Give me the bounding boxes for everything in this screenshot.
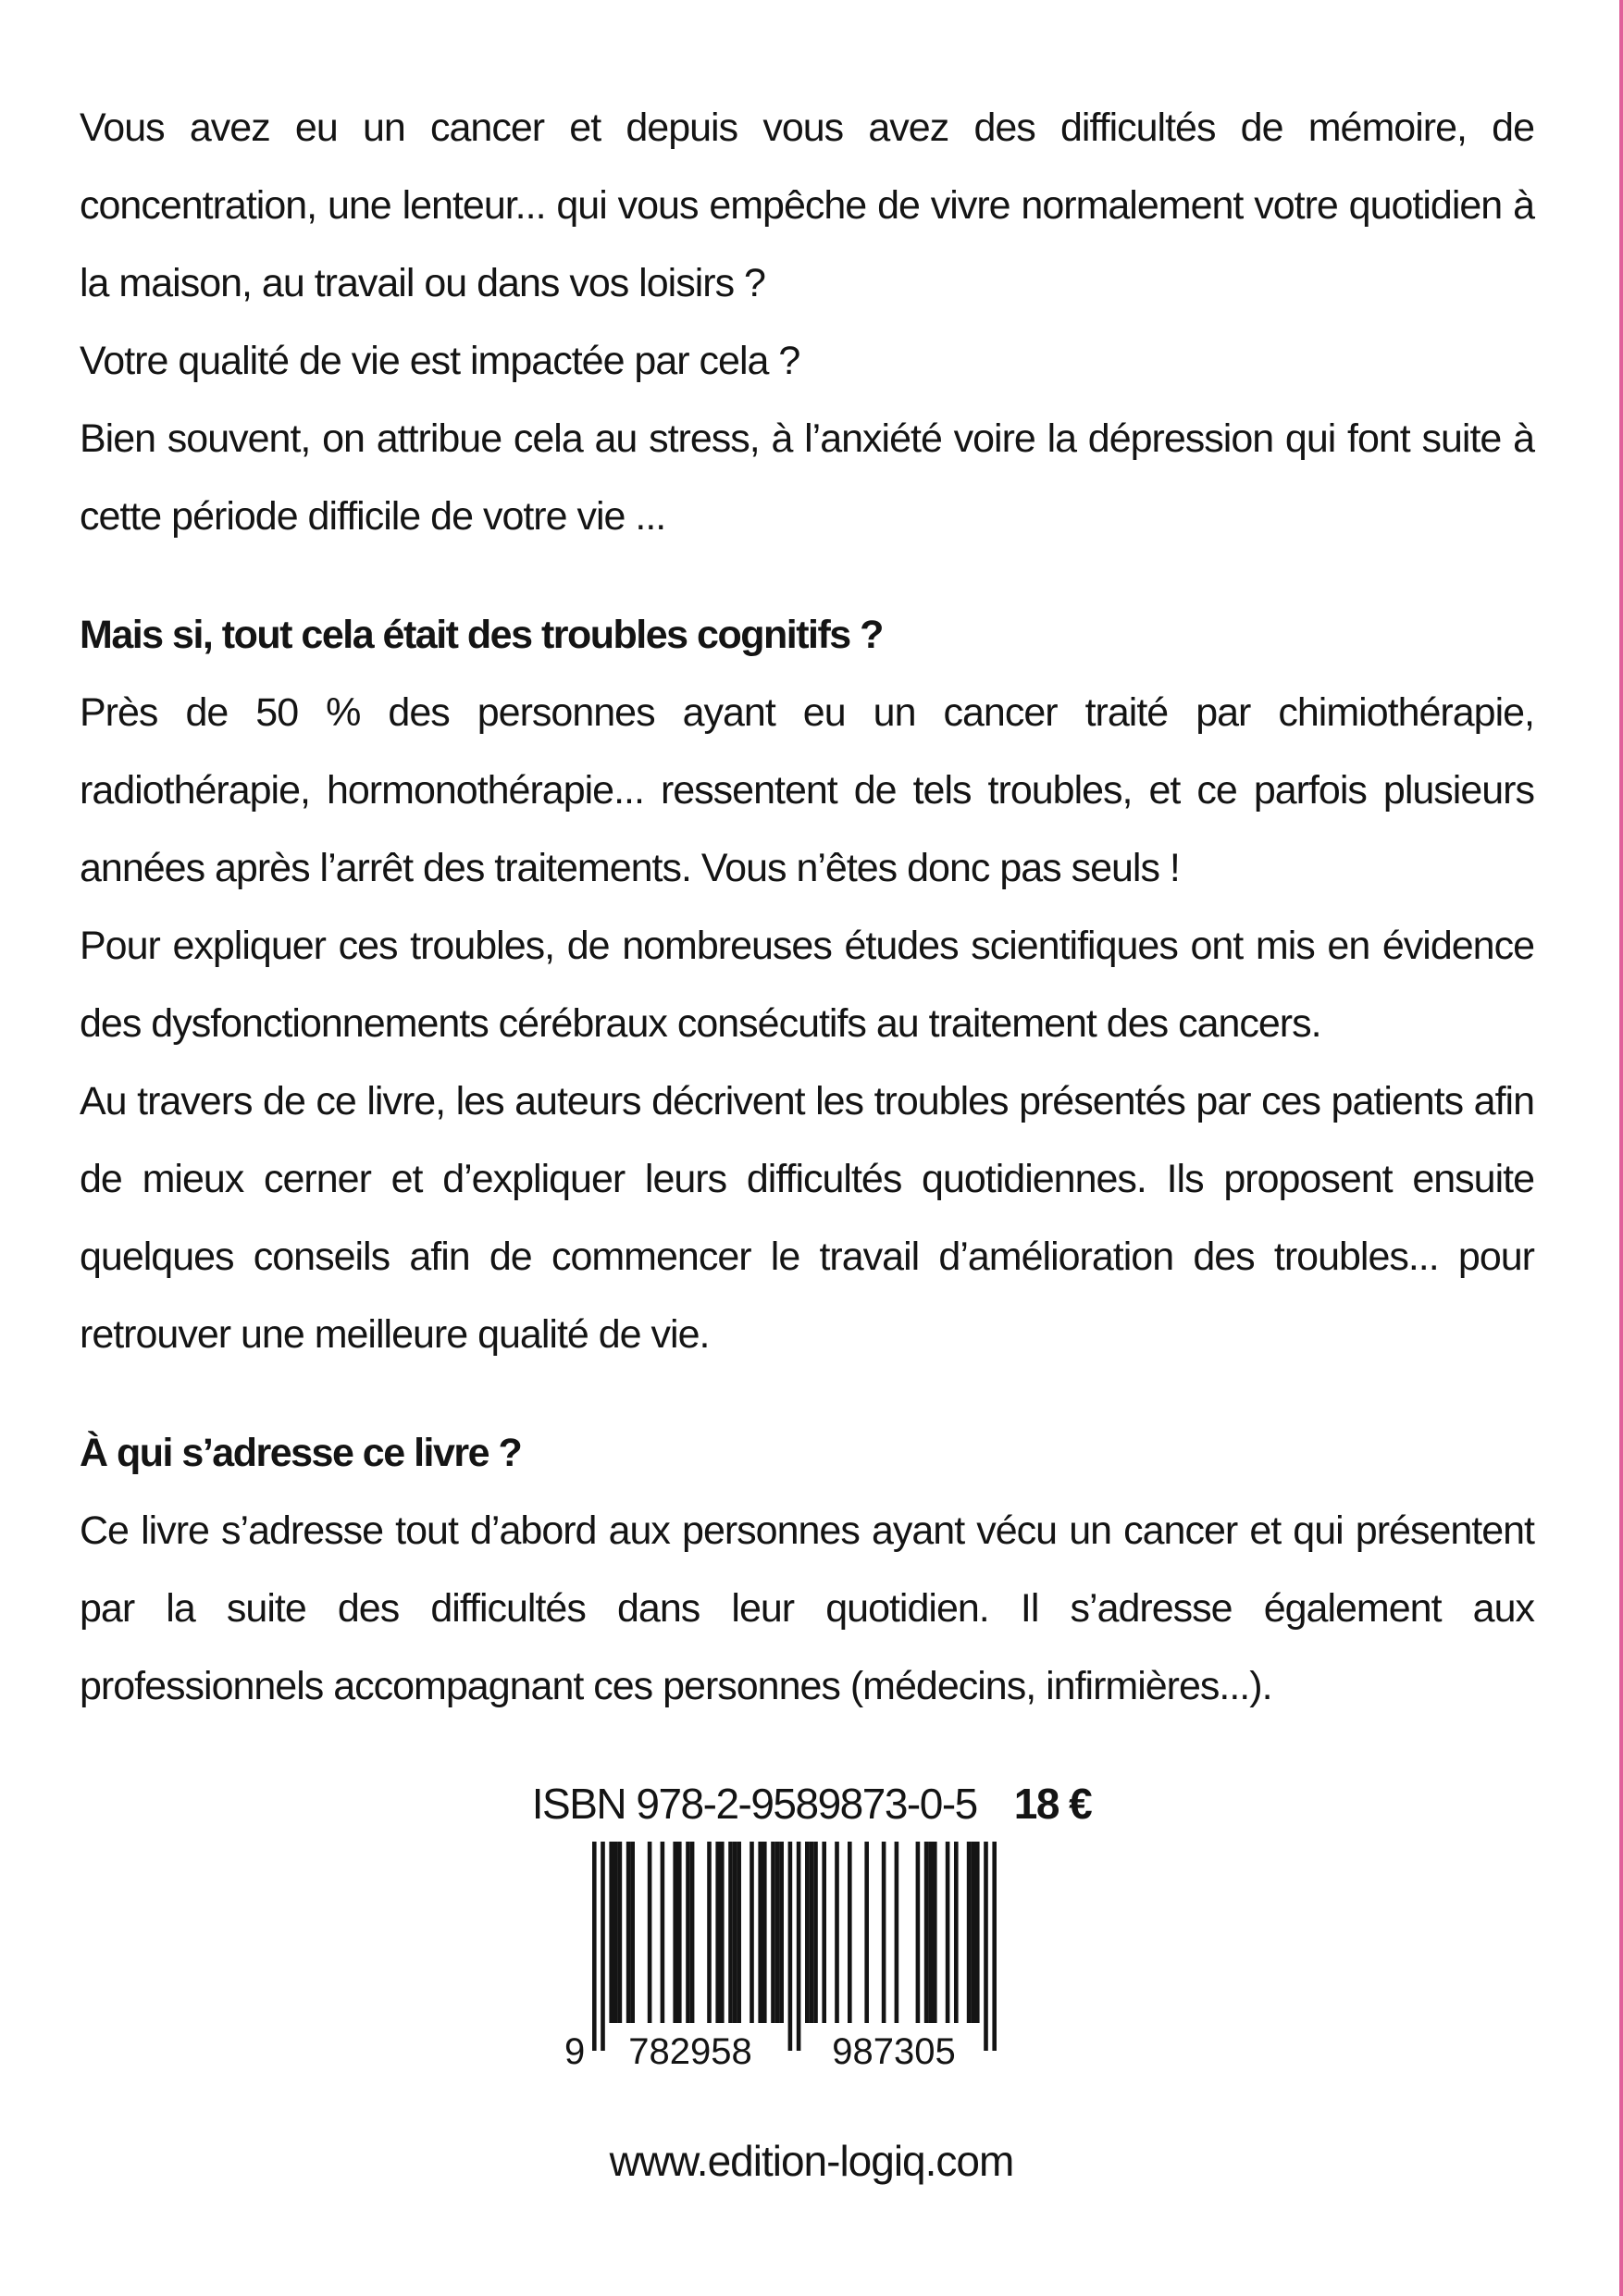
barcode-first-digit: 9 (564, 2031, 586, 2072)
barcode-bar (805, 1842, 810, 2023)
barcode-bar (984, 1842, 988, 2051)
barcode-bar (758, 1842, 762, 2023)
barcode-bar (779, 1842, 784, 2023)
barcode-bar (848, 1842, 852, 2023)
section-heading-cognitive: Mais si, tout cela était des troubles cognitifs ? (80, 613, 883, 657)
isbn-price-line (0, 1779, 1623, 1829)
accent-edge-stripe (1619, 0, 1623, 2296)
barcode-bar (592, 1842, 597, 2051)
price-label: 18 € (1013, 1780, 1092, 1828)
barcode-bar (864, 1842, 869, 2023)
blurb-text (80, 89, 1534, 1725)
section-heading-audience: À qui s’adresse ce livre ? (80, 1431, 522, 1475)
barcode-bar (613, 1842, 618, 2023)
section1-paragraph-1: Près de 50 % des personnes ayant eu un cancer traité par chimiothérapie, radiothérapie, hormonothérapie... ressentent de tels troubles, et ce parfois plusieurs années après l’arrêt des traitements. Vous n’êtes donc pas seuls ! (80, 690, 1534, 890)
barcode-bar (771, 1842, 775, 2023)
barcode-bar (775, 1842, 780, 2023)
barcode-bar (975, 1842, 980, 2023)
barcode-bar (626, 1842, 631, 2023)
barcode-bar (707, 1842, 712, 2023)
intro-paragraph-3: Bien souvent, on attribue cela au stress, à l’anxiété voire la dépression qui font suite à cette période difficile de votre vie ... (80, 416, 1534, 539)
barcode-bar (715, 1842, 720, 2023)
barcode-bar (924, 1842, 929, 2023)
barcode-bar (762, 1842, 767, 2023)
barcode-bar (690, 1842, 695, 2023)
barcode-bar (895, 1842, 899, 2023)
intro-paragraph-2: Votre qualité de vie est impactée par cela ? (80, 339, 800, 383)
barcode-bar (733, 1842, 737, 2023)
barcode-bar (630, 1842, 635, 2023)
barcode-bar (916, 1842, 921, 2023)
isbn-label: ISBN 978-2-9589873-0-5 (531, 1780, 977, 1828)
barcode-left-digits: 782958 (628, 2031, 752, 2072)
barcode-bar (648, 1842, 652, 2023)
barcode-bar (686, 1842, 690, 2023)
barcode-bar (882, 1842, 886, 2023)
barcode-bar (946, 1842, 950, 2023)
section2-paragraph-1: Ce livre s’adresse tout d’abord aux personnes ayant vécu un cancer et qui présentent par la suite des difficultés dans leur quotidien. Il s’adresse également aux professionnels accompagnant ces personnes (médecins, infirmières...). (80, 1508, 1534, 1708)
barcode-bar (954, 1842, 959, 2023)
barcode-bar (728, 1842, 733, 2023)
barcode-bar (992, 1842, 997, 2051)
barcode-bars (592, 1842, 997, 2051)
barcode-bar (822, 1842, 826, 2023)
barcode-bar (609, 1842, 613, 2023)
barcode-bar (750, 1842, 754, 2023)
section1-paragraph-3: Au travers de ce livre, les auteurs décrivent les troubles présentés par ces patients afin de mieux cerner et d’expliquer leurs difficultés quotidiennes. Ils proposent ensuite quelques conseils afin de commencer le travail d’amélioration des troubles... pour retrouver une meilleure qualité de vie. (80, 1079, 1534, 1357)
ean13-barcode (564, 1842, 1027, 2073)
barcode-bar (813, 1842, 818, 2023)
barcode-bar (618, 1842, 623, 2023)
barcode-bar (661, 1842, 665, 2023)
barcode-bar (835, 1842, 839, 2023)
barcode-bar (971, 1842, 975, 2023)
barcode-right-digits: 987305 (832, 2031, 956, 2072)
publisher-website: www.edition-logiq.com (609, 2137, 1014, 2185)
intro-paragraph-1: Vous avez eu un cancer et depuis vous avez des difficultés de mémoire, de concentration, une lenteur... qui vous empêche de vivre normalement votre quotidien à la maison, au travail ou dans vos loisirs ? (80, 105, 1534, 305)
barcode-bar (810, 1842, 814, 2023)
barcode-bar (737, 1842, 741, 2023)
barcode-bar (933, 1842, 937, 2023)
barcode-bar (673, 1842, 677, 2023)
section1-paragraph-2: Pour expliquer ces troubles, de nombreuses études scientifiques ont mis en évidence des dysfonctionnements cérébraux consécutifs au traitement des cancers. (80, 924, 1534, 1046)
barcode-bar (928, 1842, 933, 2023)
barcode-bar (601, 1842, 605, 2051)
barcode-bar (967, 1842, 972, 2023)
barcode-bar (788, 1842, 793, 2051)
barcode-bar (720, 1842, 725, 2023)
barcode-bar (677, 1842, 682, 2023)
barcode-bar (797, 1842, 801, 2051)
